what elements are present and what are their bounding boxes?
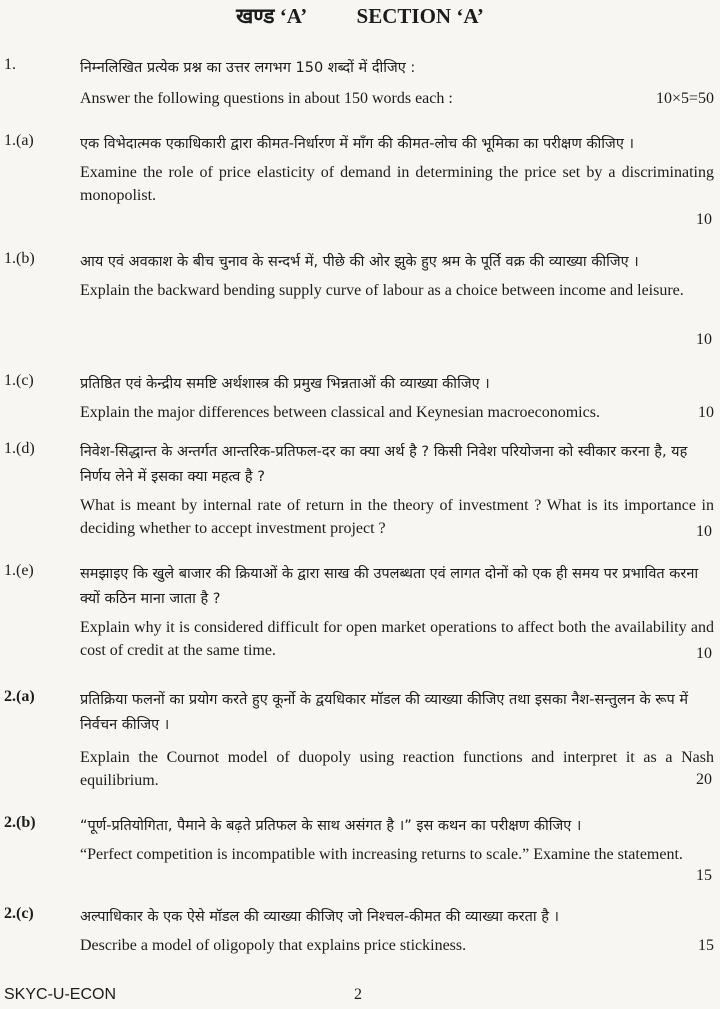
question-text-hindi: अल्पाधिकार के एक ऐसे मॉडल की व्याख्या कीजिए जो निश्चल-कीमत की व्याख्या करता है । bbox=[80, 909, 560, 925]
question-number: 1.(b) bbox=[4, 250, 35, 267]
question-marks: 15 bbox=[698, 937, 714, 954]
question-text-english: Explain the backward bending supply curve of labour as a choice between income and leisure. bbox=[80, 282, 684, 299]
question-marks: 20 bbox=[696, 771, 712, 788]
section-heading bbox=[0, 2, 720, 30]
question-marks: 10 bbox=[698, 404, 714, 421]
question-text-hindi: आय एवं अवकाश के बीच चुनाव के सन्दर्भ में, पीछे की ओर झुके हुए श्रम के पूर्ति वक्र की व्याख्या कीजिए । bbox=[80, 254, 639, 270]
question-text-english: Describe a model of oligopoly that explains price stickiness. bbox=[80, 937, 467, 954]
question-text-english: Explain why it is considered difficult for open market operations to affect both the availability and cost of credit at the same time. bbox=[80, 619, 714, 659]
question-text-hindi: प्रतिष्ठित एवं केन्द्रीय समष्टि अर्थशास्त्र की प्रमुख भिन्नताओं की व्याख्या कीजिए । bbox=[80, 376, 490, 392]
question-text-english: Explain the Cournot model of duopoly using reaction functions and interpret it as a Nash equilibrium. bbox=[80, 749, 714, 789]
question-text-hindi: समझाइए कि खुले बाजार की क्रियाओं के द्वारा साख की उपलब्धता एवं लागत दोनों को एक ही समय पर प्रभावित करना क्यों कठिन माना जाता है ? bbox=[80, 566, 699, 607]
question-text-english: Explain the major differences between classical and Keynesian macroeconomics. bbox=[80, 404, 600, 421]
question-number: 2.(b) bbox=[4, 814, 36, 831]
question-marks: 10 bbox=[696, 523, 712, 540]
section-heading-english: SECTION ‘A’ bbox=[356, 4, 484, 28]
question-text-english: “Perfect competition is incompatible with increasing returns to scale.” Examine the statement. bbox=[80, 846, 683, 863]
question-marks: 10 bbox=[696, 211, 712, 228]
question-text-hindi: निवेश-सिद्धान्त के अन्तर्गत आन्तरिक-प्रतिफल-दर का क्या अर्थ है ? किसी निवेश परियोजना को स्वीकार करना है, यह निर्णय लेने में इसका क्या महत्व है ? bbox=[80, 444, 688, 485]
question-text-hindi: “पूर्ण-प्रतियोगिता, पैमाने के बढ़ते प्रतिफल के साथ असंगत है ।” इस कथन का परीक्षण कीजिए । bbox=[80, 818, 582, 834]
paper-code: SKYC-U-ECON bbox=[4, 986, 117, 1003]
question-text-hindi: निम्नलिखित प्रत्येक प्रश्न का उत्तर लगभग 150 शब्दों में दीजिए : bbox=[80, 60, 416, 76]
question-marks: 10×5=50 bbox=[655, 90, 714, 107]
question-marks: 10 bbox=[696, 331, 712, 348]
page-number: 2 bbox=[354, 986, 362, 1003]
question-number: 1.(c) bbox=[4, 372, 34, 389]
question-number: 1.(e) bbox=[4, 562, 34, 579]
question-marks: 10 bbox=[696, 645, 712, 662]
question-number: 1.(a) bbox=[4, 132, 34, 149]
question-text-english: What is meant by internal rate of return in the theory of investment ? What is its importance in deciding whether to accept investment project ? bbox=[80, 497, 714, 537]
question-number: 1. bbox=[4, 56, 16, 73]
question-number: 2.(a) bbox=[4, 688, 35, 705]
question-text-english: Examine the role of price elasticity of demand in determining the price set by a discriminating monopolist. bbox=[80, 164, 714, 204]
section-heading-hindi: खण्ड ‘A’ bbox=[236, 4, 308, 28]
question-number: 1.(d) bbox=[4, 440, 35, 457]
question-text-hindi: प्रतिक्रिया फलनों का प्रयोग करते हुए कूर्नो के द्वयधिकार मॉडल की व्याख्या कीजिए तथा इसका नैश-सन्तुलन के रूप में निर्वचन कीजिए । bbox=[80, 692, 689, 733]
question-number: 2.(c) bbox=[4, 905, 34, 922]
question-text-hindi: एक विभेदात्मक एकाधिकारी द्वारा कीमत-निर्धारण में माँग की कीमत-लोच की भूमिका का परीक्षण कीजिए । bbox=[80, 136, 634, 152]
question-marks: 15 bbox=[696, 867, 712, 884]
question-text-english: Answer the following questions in about 150 words each : bbox=[80, 90, 453, 107]
